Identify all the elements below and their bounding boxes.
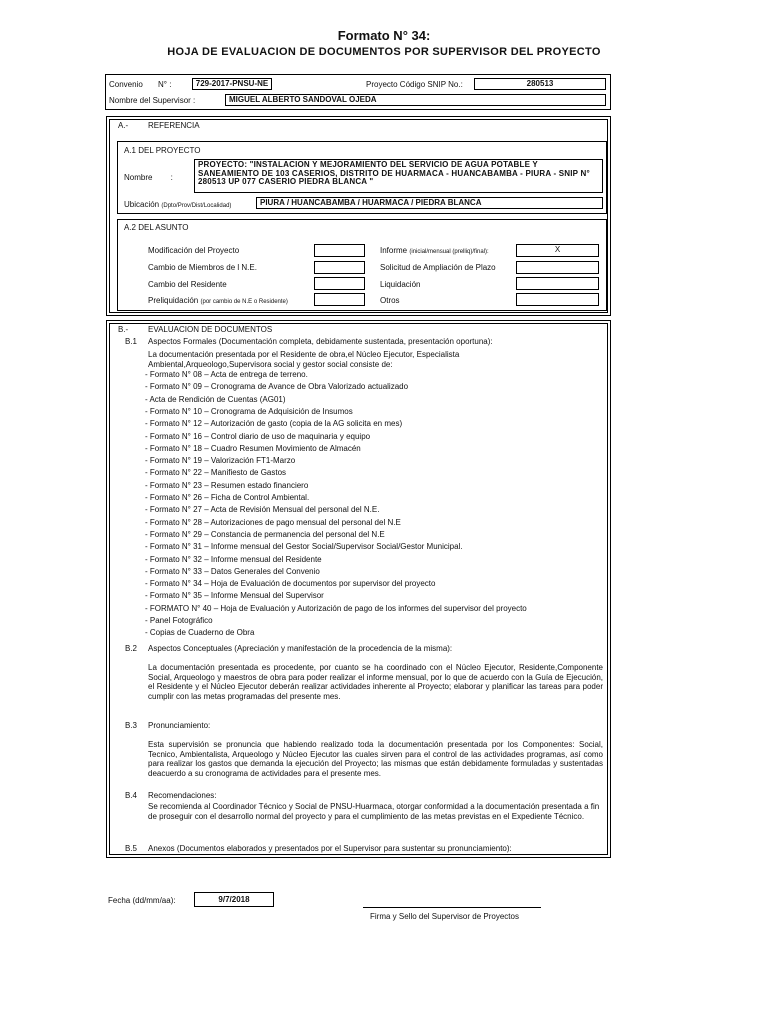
document-list-item: - Formato N° 32 – Informe mensual del Residente	[145, 554, 322, 564]
document-list-item: - Formato N° 35 – Informe Mensual del Supervisor	[145, 591, 324, 601]
fecha-label	[108, 896, 176, 905]
convenio-label: Convenio	[109, 80, 143, 89]
document-list-item: - Formato N° 26 – Ficha de Control Ambiental.	[145, 493, 310, 502]
b3-title: Pronunciamiento:	[148, 721, 211, 730]
b1-intro: La documentación presentada por el Residente de obra,el Núcleo Ejecutor, Especialista Ambiental,Arqueologo,Supervisora social y gestor social consiste de:	[148, 350, 460, 369]
section-b-marker: B.-	[118, 325, 129, 334]
proyecto-field[interactable]: PROYECTO: "INSTALACION Y MEJORAMIENTO DEL SERVICIO DE AGUA POTABLE Y SANEAMIENTO DE 103 CASERIOS, DISTRITO DE HUARMACA - HUANCABAMBA - PIURA - SNIP N° 280513 UP 077 CASERIO PIEDRA BLANCA "	[194, 159, 603, 193]
document-list-item: - Formato N° 12 – Autorización de gasto (copia de la AG solicita en mes)	[145, 419, 403, 429]
document-list-item: - Acta de Rendición de Cuentas (AG01)	[145, 394, 286, 404]
asunto-right-checkbox-2[interactable]	[516, 277, 599, 290]
signature-line	[363, 907, 541, 908]
document-list-item: - Formato N° 16 – Control diario de uso de maquinaria y equipo	[145, 431, 371, 441]
asunto-left-checkbox-2[interactable]	[314, 277, 365, 290]
ubicacion-label-text: Ubicación	[124, 200, 160, 209]
a2-title: A.2 DEL ASUNTO	[124, 223, 189, 232]
b1-number: B.1	[125, 337, 138, 346]
form-subtitle: HOJA DE EVALUACION DE DOCUMENTOS POR SUPERVISOR DEL PROYECTO	[167, 46, 601, 58]
section-a-title: REFERENCIA	[148, 121, 200, 130]
ubicacion-label	[124, 200, 231, 211]
preliquidacion-text: Preliquidación	[148, 296, 199, 305]
b1-title: Aspectos Formales (Documentación completa, debidamente sustentada, presentación oportuna):	[148, 337, 493, 346]
document-list-item: - Formato N° 18 – Cuadro Resumen Movimiento de Almacén	[145, 443, 361, 453]
asunto-right-label-2: Liquidación	[380, 280, 421, 289]
b4-number: B.4	[125, 791, 138, 800]
document-list-item: - Panel Fotográfico	[145, 616, 213, 625]
fecha-field[interactable]: 9/7/2018	[194, 892, 274, 907]
preliquidacion-hint: (por cambio de N.E o Residente)	[200, 299, 288, 305]
b5-number: B.5	[125, 844, 138, 853]
b2-number: B.2	[125, 644, 138, 653]
fecha-hint: (dd/mm/aa):	[132, 896, 176, 905]
asunto-right-checkbox-0[interactable]: X	[516, 244, 599, 257]
b5-title: Anexos (Documentos elaborados y presentados por el Supervisor para sustentar su pronunciamiento):	[148, 844, 512, 853]
form-title: Formato N° 34:	[337, 28, 431, 43]
document-list-item: - Formato N° 23 – Resumen estado financiero	[145, 480, 309, 490]
document-list-item: - FORMATO N° 40 – Hoja de Evaluación y Autorización de pago de los informes del supervisor del proyecto	[145, 603, 527, 613]
asunto-left-checkbox-3[interactable]	[314, 293, 365, 306]
snip-field[interactable]: 280513	[474, 78, 606, 90]
b2-title: Aspectos Conceptuales (Apreciación y manifestación de la procedencia de la misma):	[148, 644, 453, 653]
document-list-item: - Formato N° 19 – Valorización FT1-Marzo	[145, 456, 296, 466]
asunto-left-label-1: Cambio de Miembros de l N.E.	[148, 263, 257, 272]
supervisor-field[interactable]: MIGUEL ALBERTO SANDOVAL OJEDA	[225, 94, 606, 106]
snip-label: Proyecto Código SNIP No.:	[366, 80, 463, 89]
section-b-title: EVALUACION DE DOCUMENTOS	[148, 325, 273, 334]
document-list-item: - Copias de Cuaderno de Obra	[145, 628, 255, 638]
document-list-item: - Formato N° 09 – Cronograma de Avance de Obra Valorizado actualizado	[145, 382, 409, 392]
fecha-label-text: Fecha	[108, 896, 131, 905]
supervisor-label: Nombre del Supervisor :	[109, 96, 196, 105]
asunto-right-label-3: Otros	[380, 296, 400, 305]
signature-caption: Firma y Sello del Supervisor de Proyectos	[370, 912, 519, 921]
informe-hint: (inicial/mensual (prelliq)/final):	[409, 249, 489, 255]
document-list-item: - Formato N° 33 – Datos Generales del Convenio	[145, 566, 320, 576]
asunto-right-checkbox-3[interactable]	[516, 293, 599, 306]
asunto-right-label-0	[380, 246, 489, 257]
b3-text: Esta supervisión se pronuncia que habiendo realizado toda la documentación presentada por los Componentes: Social, Tecnico, Ambientalista, Arqueologo y Núcleo Ejecutor las cuales sirven para el control de las actividades programas, así como para realizar los gastos que demanda la ejecución del Proyecto; las mismas que están debidamente formuladas y sustentadas deacuerdo a su cronograma de actividades para el presente mes.	[148, 740, 603, 778]
ubicacion-field[interactable]: PIURA / HUANCABAMBA / HUARMACA / PIEDRA BLANCA	[256, 197, 603, 209]
informe-text: Informe	[380, 246, 408, 255]
document-list-item: - Formato N° 34 – Hoja de Evaluación de documentos por supervisor del proyecto	[145, 579, 436, 589]
b4-title: Recomendaciones:	[148, 791, 217, 800]
asunto-left-checkbox-1[interactable]	[314, 261, 365, 274]
b3-number: B.3	[125, 721, 138, 730]
document-list-item: - Formato N° 22 – Manifiesto de Gastos	[145, 468, 287, 478]
ubicacion-hint: (Dpto/Prov/Dist/Localidad)	[161, 203, 232, 209]
asunto-left-label-0: Modificación del Proyecto	[148, 246, 240, 255]
document-list-item: - Formato N° 28 – Autorizaciones de pago mensual del personal del N.E	[145, 517, 401, 527]
asunto-right-checkbox-1[interactable]	[516, 261, 599, 274]
convenio-field[interactable]: 729-2017-PNSU-NE	[192, 78, 272, 90]
nombre-label: Nombre :	[124, 173, 173, 182]
document-list-item: - Formato N° 31 – Informe mensual del Gestor Social/Supervisor Social/Gestor Municipal.	[145, 542, 463, 552]
convenio-n-label: N° :	[158, 80, 172, 89]
b4-text: Se recomienda al Coordinador Técnico y Social de PNSU-Huarmaca, otorgar conformidad a la documentación presentada a fin de proseguir con el desarrollo normal del proyecto y para el cumplimiento de las metas previstas en el Expediente Técnico.	[148, 802, 600, 821]
b2-text: La documentación presentada es procedente, por cuanto se ha coordinado con el Núcleo Ejecutor, Residente,Componente Social, Arqueologo y maestros de obra para poder realizar el informe mensual, por lo que de acuerdo con la Guía de Ejecución, el Residente y el Núcleo Ejecutor deberán realizar actividades inherente al Proyecto; elaborar y planificar las tareas para poder cumplir con las metas programadas del presente mes.	[148, 663, 603, 701]
a1-title: A.1 DEL PROYECTO	[124, 146, 201, 155]
document-list-item: - Formato N° 27 – Acta de Revisión Mensual del personal del N.E.	[145, 505, 380, 515]
section-a-marker: A.-	[118, 121, 129, 130]
asunto-left-label-3	[148, 296, 288, 307]
document-list-item: - Formato N° 10 – Cronograma de Adquisición de Insumos	[145, 406, 353, 416]
document-list-item: - Formato N° 08 – Acta de entrega de terreno.	[145, 370, 308, 379]
asunto-right-label-1: Solicitud de Ampliación de Plazo	[380, 263, 496, 272]
asunto-left-label-2: Cambio del Residente	[148, 280, 227, 289]
asunto-left-checkbox-0[interactable]	[314, 244, 365, 257]
document-list-item: - Formato N° 29 – Constancia de permanencia del personal del N.E	[145, 529, 385, 539]
